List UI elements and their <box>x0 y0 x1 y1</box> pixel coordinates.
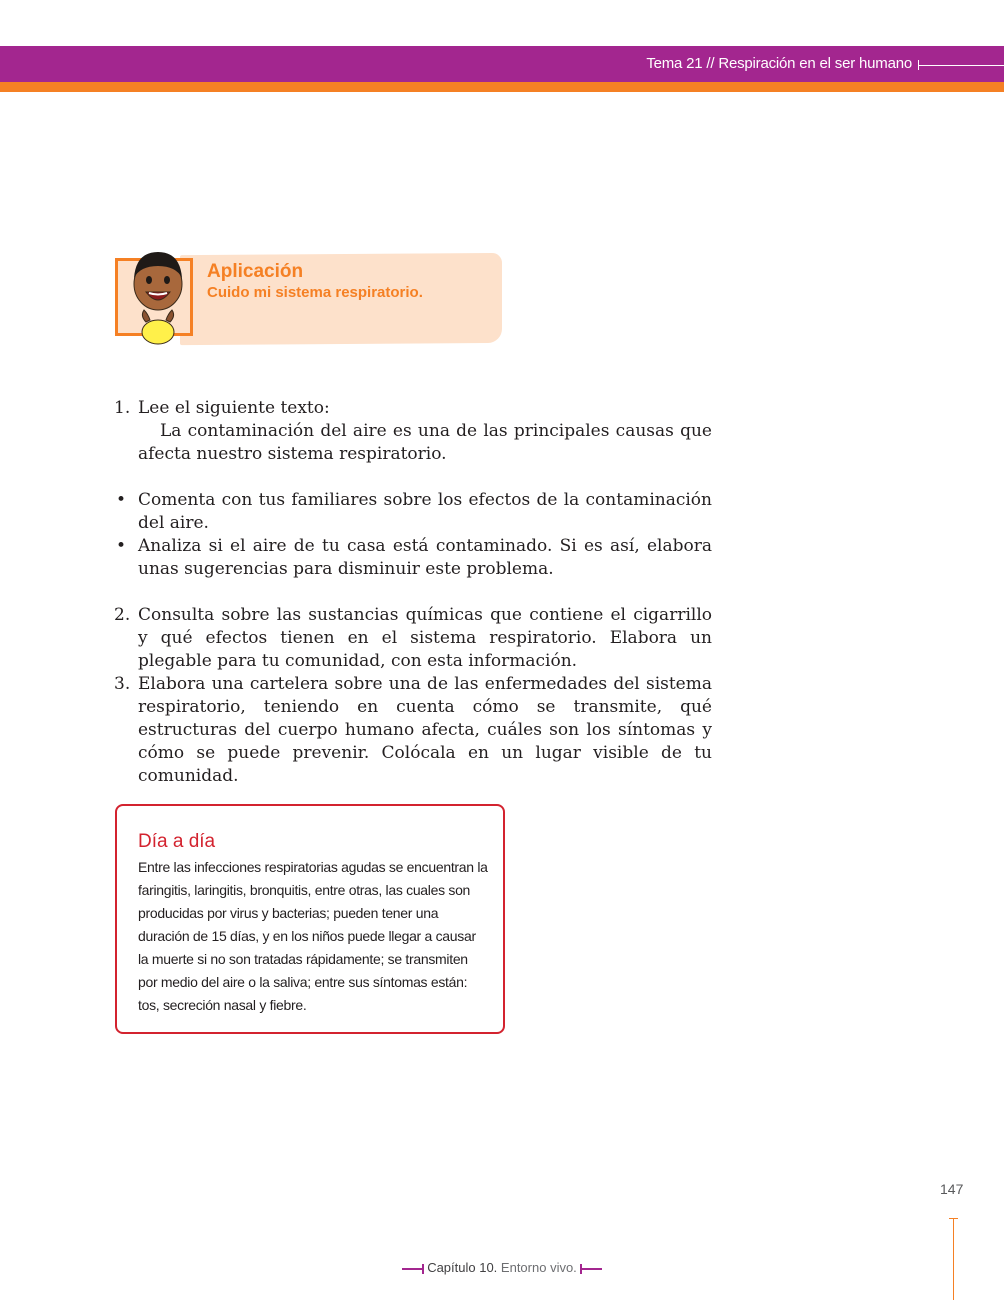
item-text: Comenta con tus familiares sobre los efectos de la contaminación del aire. <box>138 490 712 533</box>
bullet: • <box>116 536 127 556</box>
list-item <box>112 535 712 581</box>
footer-rule-right <box>580 1268 602 1270</box>
header-title: Tema 21 // Respiración en el ser humano <box>646 55 912 72</box>
item-number: 1. <box>114 398 131 418</box>
item-text: Analiza si el aire de tu casa está contaminado. Si es así, elabora unas sugerencias para disminuir este problema. <box>138 536 712 579</box>
footer-chapter-name: Entorno vivo. <box>500 1260 577 1275</box>
dia-a-dia-title: Día a día <box>138 831 216 852</box>
item-number: 3. <box>114 674 131 694</box>
application-title: Aplicación <box>207 261 304 282</box>
smiling-child-icon <box>124 250 200 346</box>
item-text: Elabora una cartelera sobre una de las enfermedades del sistema respiratorio, teniendo en cuenta cómo se transmite, qué estructuras del cuerpo humano afecta, cuáles son los síntomas y cómo se puede prevenir. Colócala en un lugar visible de tu comunidad. <box>138 674 712 786</box>
list-item <box>112 397 712 466</box>
list-item <box>112 673 712 788</box>
quoted-text: La contaminación del aire es una de las principales causas que afecta nuestro sistema respiratorio. <box>138 421 712 464</box>
item-number: 2. <box>114 605 131 625</box>
margin-rule <box>953 1218 954 1300</box>
footer-chapter: Capítulo 10. <box>427 1260 498 1275</box>
footer-rule-left <box>402 1268 424 1270</box>
list-item <box>112 489 712 535</box>
header-rule <box>918 65 1004 66</box>
header-accent-stripe <box>0 82 1004 92</box>
activity-list <box>112 397 712 788</box>
application-subtitle: Cuido mi sistema respiratorio. <box>207 284 423 301</box>
item-text: Lee el siguiente texto: <box>138 398 330 418</box>
footer <box>0 1260 1004 1275</box>
dia-a-dia-text: Entre las infecciones respiratorias agudas se encuentran la faringitis, laringitis, bronquitis, entre otras, las cuales son producidas por virus y bacterias; pueden tener una duración de 15 días, y en los niños puede llegar a causar la muerte si no son tratadas rápidamente; se transmiten por medio del aire o la saliva; entre sus síntomas están: tos, secreción nasal y fiebre. <box>138 859 488 1013</box>
list-item <box>112 604 712 673</box>
bullet: • <box>116 490 127 510</box>
page-number: 147 <box>940 1181 964 1197</box>
item-text: Consulta sobre las sustancias químicas que contiene el cigarrillo y qué efectos tienen en el sistema respiratorio. Elabora un plegable para tu comunidad, con esta información. <box>138 605 712 671</box>
